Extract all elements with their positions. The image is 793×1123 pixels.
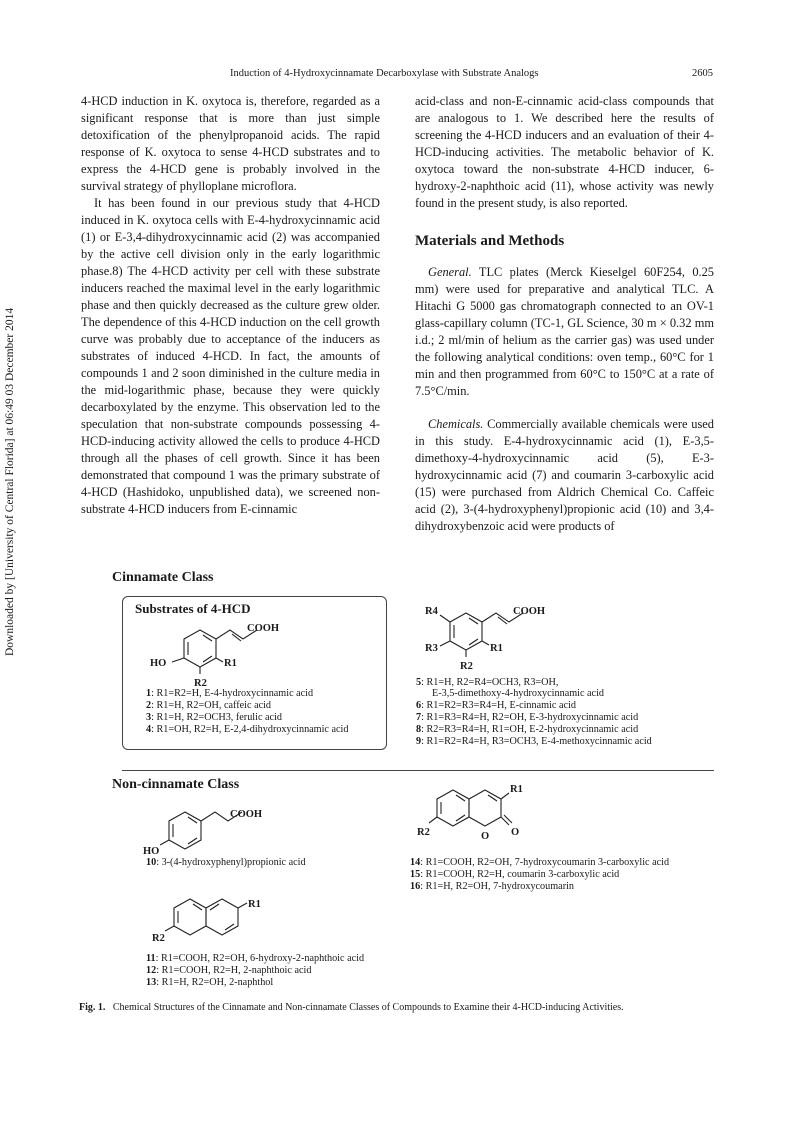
r1-label: R1 — [248, 899, 261, 910]
substrate-structure — [140, 618, 320, 693]
figure-label: Fig. 1. — [79, 1002, 106, 1013]
running-title: Induction of 4-Hydroxycinnamate Decarboxylase with Substrate Analogs — [230, 68, 539, 79]
r2-label: R2 — [460, 661, 473, 672]
download-note: Downloaded by [University of Central Florida] at 06:49 03 December 2014 — [4, 307, 16, 656]
naphthalene-ring-b — [206, 899, 238, 935]
list-item: 15: R1=COOH, R2=H, coumarin 3-carboxylic acid — [410, 869, 620, 880]
list-item: 6: R1=R2=R3=R4=H, E-cinnamic acid — [416, 700, 576, 711]
ring-oxygen-label: O — [481, 831, 490, 842]
ho-bond — [160, 840, 169, 845]
r1-bond — [216, 658, 223, 662]
r1-bond — [238, 903, 247, 908]
chemicals-label: Chemicals. — [428, 417, 484, 431]
cooh-label: COOH — [247, 623, 280, 634]
non-cinnamate-class-heading: Non-cinnamate Class — [112, 777, 240, 792]
r1-label: R1 — [224, 658, 237, 669]
page-number: 2605 — [692, 68, 713, 79]
list-item: 13: R1=H, R2=OH, 2-naphthol — [146, 977, 274, 988]
carbonyl-oxygen-label: O — [511, 827, 520, 838]
left-paragraph-2: It has been found in our previous study that 4-HCD induced in K. oxytoca cells with E-4-hydroxycinnamic acid (1) or E-3,4-dihydroxycinnamic acid (2) was accompanied by the active cell division only in the early logarithmic phase.8) The 4-HCD activity per cell with these substrate inducers reached the maximal level in the early logarithmic phase and then quickly decreased as the culture grew older. The dependence of this 4-HCD induction on the cell growth curve was probably due to acceptance of the inducers as substrates of induced 4-HCD. In fact, the amounts of compounds 1 and 2 soon diminished in the culture media in the mid-logarithmic phase, because they were quickly decarboxylated by the enzyme. This observation led to the speculation that non-substrate compounds possessing 4-HCD-inducing activity allowed the cells to produce 4-HCD through all the phases of cell growth. Since it has been demonstrated that compound 1 was the primary substrate of 4-HCD (Hashidoko, unpublished data), we screened non-substrate 4-HCD inducers from E-cinnamic — [81, 196, 380, 516]
right-paragraph-1: acid-class and non-E-cinnamic acid-class compounds that are analogous to 1. We described here the results of screening the 4-HCD inducers and an evaluation of their 4-HCD-inducing activities. The metabolic behavior of K. oxytoca toward the non-substrate 4-HCD inducer, 6-hydroxy-2-naphthoic acid (11), whose activity was newly found in the present study, is also reported. — [415, 94, 714, 210]
r1-bond — [482, 641, 489, 645]
list-item: 12: R1=COOH, R2=H, 2-naphthoic acid — [146, 965, 312, 976]
r2-bond — [429, 817, 437, 823]
list-item: 7: R1=R3=R4=H, R2=OH, E-3-hydroxycinnamic acid — [416, 712, 639, 723]
list-item: E-3,5-dimethoxy-4-hydroxycinnamic acid — [432, 688, 605, 699]
coumarin-benzo-ring — [437, 790, 469, 826]
r1-label: R1 — [490, 643, 503, 654]
cooh-label: COOH — [513, 606, 546, 617]
r4-bond — [440, 615, 450, 622]
caption-text: Chemical Structures of the Cinnamate and Non-cinnamate Classes of Compounds to Examine their 4-HCD-inducing Activities. — [112, 1002, 624, 1013]
cinnamate-structure — [420, 598, 590, 673]
r1-label: R1 — [510, 784, 523, 795]
list-item: 3: R1=H, R2=OCH3, ferulic acid — [146, 712, 282, 723]
left-paragraph-1: 4-HCD induction in K. oxytoca is, therefore, regarded as a significant response that is more than just simple detoxification of the phenylpropanoid acids. The rapid response of K. oxytoca to sense 4-HCD substrates and to express the 4-HCD gene is probably involved in the survival strategy of phylloplane microflora. — [81, 94, 380, 193]
list-item: 8: R2=R3=R4=H, R1=OH, E-2-hydroxycinnamic acid — [416, 724, 639, 735]
list-item: 14: R1=COOH, R2=OH, 7-hydroxycoumarin 3-carboxylic acid — [410, 857, 670, 868]
coumarin-pyrone-ring — [469, 790, 501, 826]
list-item: 2: R1=H, R2=OH, caffeic acid — [146, 700, 272, 711]
r1-bond — [501, 793, 509, 799]
chemicals-text: Commercially available chemicals were used in this study. E-4-hydroxycinnamic acid (1), E-3,5-dimethoxy-4-hydroxycinnamic acid (5), E-3-hydroxycinnamic acid (7) and coumarin 3-carboxylic acid (15) were purchased from Aldrich Chemical Co. Caffeic acid (2), 3-(4-hydroxyphenyl)propionic acid (10) and 3,4-dihydroxybenzoic acid were products of — [415, 417, 714, 533]
benzene-ring — [450, 613, 482, 650]
r4-label: R4 — [425, 606, 438, 617]
figure-caption — [79, 1002, 729, 1013]
general-label: General. — [428, 265, 472, 279]
compound-10-label: 10: 3-(4-hydroxyphenyl)propionic acid — [146, 857, 306, 868]
list-item: 16: R1=H, R2=OH, 7-hydroxycoumarin — [410, 881, 575, 892]
naphthalene-structure — [150, 893, 270, 948]
figure-divider — [122, 770, 714, 771]
list-item: 5: R1=H, R2=R4=OCH3, R3=OH, — [416, 677, 559, 688]
section-heading: Materials and Methods — [415, 233, 565, 249]
propionic-structure — [145, 800, 295, 860]
ho-bond — [172, 658, 184, 662]
cinnamate-class-heading: Cinnamate Class — [112, 570, 214, 585]
list-item: 9: R1=R2=R4=H, R3=OCH3, E-4-methoxycinnamic acid — [416, 736, 652, 747]
ho-label: HO — [143, 846, 160, 857]
coumarin-structure — [415, 775, 555, 845]
list-item: 11: R1=COOH, R2=OH, 6-hydroxy-2-naphthoic acid — [146, 953, 365, 964]
cooh-label: COOH — [230, 809, 263, 820]
r2-label: R2 — [152, 933, 165, 944]
general-text: TLC plates (Merck Kieselgel 60F254, 0.25 mm) were used for preparative and analytical TLC. A Hitachi G 5000 gas chromatograph connected to an OV-1 glass-capillary column (TC-1, GL Science, 30 m × 0.32 mm i.d.; 2 ml/min of helium as the carrier gas) was used under the following analytical conditions: oven temp., 60°C for 1 min and then programmed from 60°C to 150°C at a rate of 7.5°C/min. — [415, 265, 715, 398]
r3-label: R3 — [425, 643, 438, 654]
benzene-ring — [184, 630, 216, 667]
ho-label: HO — [150, 658, 167, 669]
naphthalene-ring-a — [174, 899, 206, 935]
r2-bond — [165, 926, 174, 931]
substrates-box-title: Substrates of 4-HCD — [135, 601, 251, 616]
r2-label: R2 — [194, 678, 207, 689]
r3-bond — [440, 641, 450, 646]
list-item: 4: R1=OH, R2=H, E-2,4-dihydroxycinnamic acid — [146, 724, 349, 735]
benzene-ring — [169, 812, 201, 849]
list-item: 1: R1=R2=H, E-4-hydroxycinnamic acid — [146, 688, 314, 699]
r2-label: R2 — [417, 827, 430, 838]
